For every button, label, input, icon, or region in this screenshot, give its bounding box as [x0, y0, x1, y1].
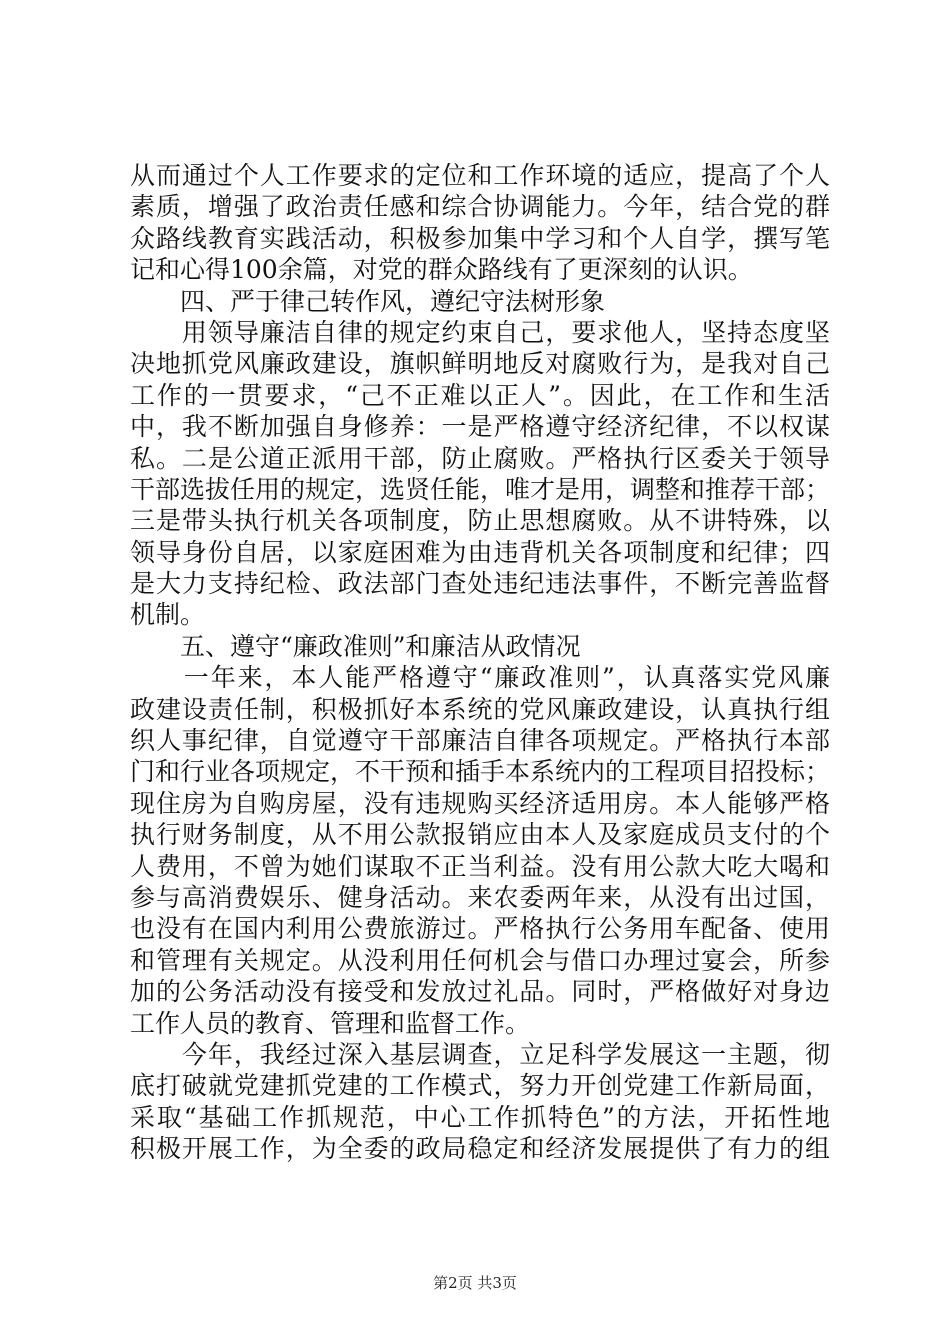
text-line: 执行财务制度，从不用公款报销应由本人及家庭成员支付的个	[130, 820, 830, 850]
text-line: 用领导廉洁自律的规定约束自己，要求他人，坚持态度坚	[130, 317, 830, 347]
text-line: 政建设责任制，积极抓好本系统的党风廉政建设，认真执行组	[130, 694, 830, 724]
text-line: 记和心得100余篇，对党的群众路线有了更深刻的认识。	[130, 255, 753, 285]
text-line: 织人事纪律，自觉遵守干部廉洁自律各项规定。严格执行本部	[130, 726, 830, 756]
text-line: 门和行业各项规定，不干预和插手本系统内的工程项目招投标；	[130, 757, 830, 787]
text-line: 决地抓党风廉政建设，旗帜鲜明地反对腐败行为，是我对自己	[130, 349, 830, 379]
text-line: 私。二是公道正派用干部，防止腐败。严格执行区委关于领导	[130, 443, 830, 473]
text-line: 也没有在国内利用公费旅游过。严格执行公务用车配备、使用	[130, 914, 830, 944]
text-line: 五、遵守“廉政准则”和廉洁从政情况	[130, 631, 581, 661]
text-line: 机制。	[130, 600, 206, 630]
page-footer: 第2页 共3页	[433, 1274, 517, 1292]
text-line: 中，我不断加强自身修养：一是严格遵守经济纪律，不以权谋	[130, 412, 830, 442]
text-line: 三是带头执行机关各项制度，防止思想腐败。从不讲特殊，以	[130, 506, 830, 536]
text-line: 领导身份自居，以家庭困难为由违背机关各项制度和纪律；四	[130, 537, 830, 567]
text-line: 和管理有关规定。从没利用任何机会与借口办理过宴会，所参	[130, 945, 830, 975]
text-line: 积极开展工作，为全委的政局稳定和经济发展提供了有力的组	[130, 1134, 830, 1164]
text-line: 从而通过个人工作要求的定位和工作环境的适应，提高了个人	[130, 161, 830, 190]
text-line: 今年，我经过深入基层调查，立足科学发展这一主题，彻	[130, 1039, 830, 1069]
text-line: 一年来，本人能严格遵守“廉政准则”，认真落实党风廉	[130, 663, 830, 693]
text-line: 采取“基础工作抓规范，中心工作抓特色”的方法，开拓性地	[130, 1102, 830, 1132]
document-body	[130, 160, 830, 1165]
text-line: 底打破就党建抓党建的工作模式，努力开创党建工作新局面，	[130, 1071, 830, 1101]
text-line: 素质，增强了政治责任感和综合协调能力。今年，结合党的群	[130, 192, 830, 222]
text-line: 工作人员的教育、管理和监督工作。	[130, 1008, 531, 1038]
text-line: 参与高消费娱乐、健身活动。来农委两年来，从没有出过国，	[130, 882, 830, 912]
text-line: 干部选拔任用的规定，选贤任能，唯才是用，调整和推荐干部；	[130, 474, 830, 504]
text-line: 众路线教育实践活动，积极参加集中学习和个人自学，撰写笔	[130, 223, 830, 253]
text-line: 人费用，不曾为她们谋取不正当利益。没有用公款大吃大喝和	[130, 851, 830, 881]
text-line: 工作的一贯要求，“己不正难以正人”。因此，在工作和生活	[130, 380, 830, 410]
text-line: 现住房为自购房屋，没有违规购买经济适用房。本人能够严格	[130, 788, 830, 818]
text-line: 四、严于律己转作风，遵纪守法树形象	[130, 286, 606, 316]
text-line: 是大力支持纪检、政法部门查处违纪违法事件，不断完善监督	[130, 569, 830, 599]
text-line: 加的公务活动没有接受和发放过礼品。同时，严格做好对身边	[130, 977, 830, 1007]
